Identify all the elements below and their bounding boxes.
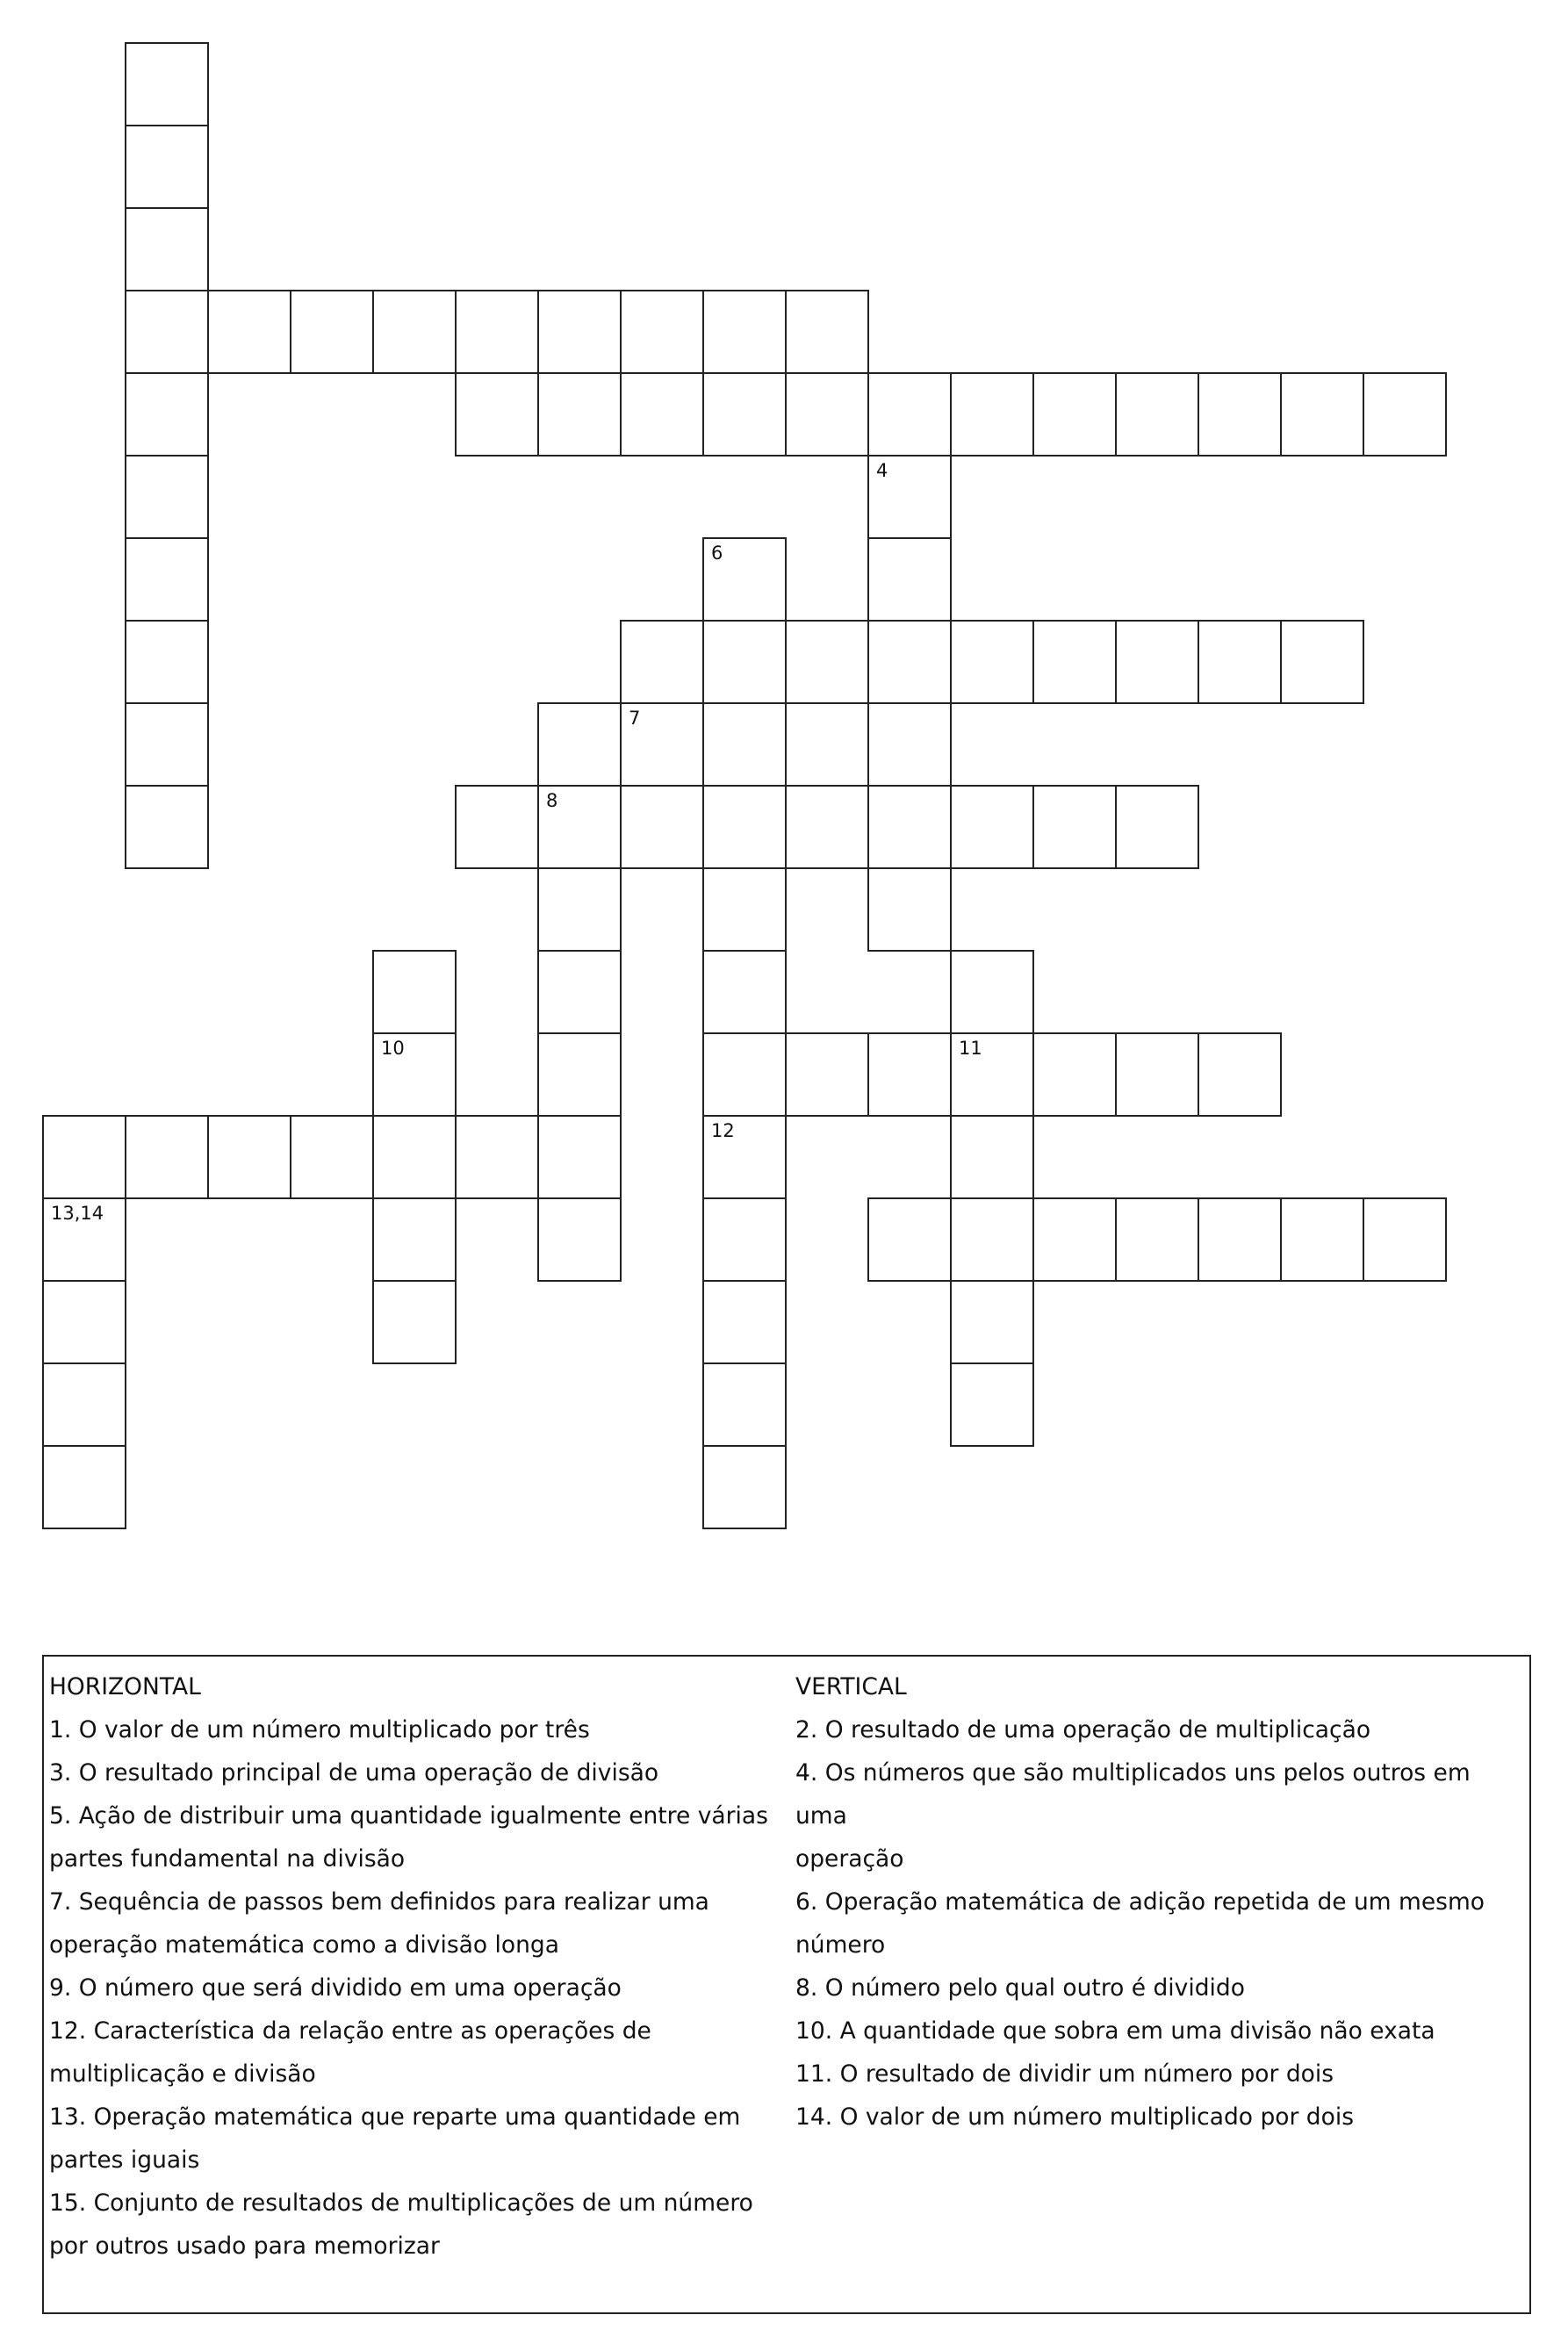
crossword-cell[interactable] xyxy=(1032,1197,1117,1282)
crossword-cell[interactable] xyxy=(702,1032,787,1117)
clue-number: 13,14 xyxy=(51,1203,104,1224)
crossword-cell[interactable] xyxy=(42,1115,126,1199)
crossword-cell[interactable] xyxy=(1363,372,1447,457)
crossword-cell[interactable] xyxy=(455,290,539,374)
clue-line: multiplicação e divisão xyxy=(49,2060,316,2088)
crossword-cell[interactable] xyxy=(125,455,209,539)
crossword-cell[interactable] xyxy=(1032,620,1117,704)
crossword-cell[interactable] xyxy=(1363,1197,1447,1282)
crossword-cell[interactable] xyxy=(950,1197,1034,1282)
crossword-cell[interactable] xyxy=(372,950,457,1034)
crossword-cell[interactable] xyxy=(537,950,622,1034)
crossword-cell[interactable] xyxy=(372,1115,457,1199)
crossword-cell[interactable] xyxy=(950,1362,1034,1447)
clue-line: 8. O número pelo qual outro é dividido xyxy=(795,1974,1245,2002)
crossword-cell[interactable] xyxy=(1115,1197,1199,1282)
crossword-cell[interactable] xyxy=(702,950,787,1034)
crossword-cell[interactable] xyxy=(125,290,209,374)
crossword-cell[interactable] xyxy=(702,290,787,374)
crossword-cell[interactable] xyxy=(455,785,539,869)
crossword-cell[interactable] xyxy=(620,702,704,787)
crossword-cell[interactable] xyxy=(950,620,1034,704)
clue-line: 10. A quantidade que sobra em uma divisão não exata xyxy=(795,2017,1435,2045)
clue-line: 2. O resultado de uma operação de multiplicação xyxy=(795,1716,1371,1743)
crossword-cell[interactable] xyxy=(950,1280,1034,1364)
clue-number: 12 xyxy=(711,1120,735,1141)
crossword-cell[interactable] xyxy=(1280,1197,1364,1282)
crossword-cell[interactable] xyxy=(867,1197,952,1282)
clue-line: 11. O resultado de dividir um número por dois xyxy=(795,2060,1334,2088)
crossword-cell[interactable] xyxy=(372,290,457,374)
crossword-cell[interactable] xyxy=(537,290,622,374)
crossword-cell[interactable] xyxy=(1198,1032,1282,1117)
clue-line: 14. O valor de um número multiplicado por dois xyxy=(795,2103,1354,2131)
horizontal-clues xyxy=(49,1665,788,2268)
crossword-cell[interactable] xyxy=(1280,620,1364,704)
crossword-cell[interactable] xyxy=(867,1032,952,1117)
crossword-cell[interactable] xyxy=(702,867,787,952)
crossword-cell[interactable] xyxy=(785,1032,869,1117)
crossword-cell[interactable] xyxy=(207,290,291,374)
crossword-cell[interactable] xyxy=(867,537,952,622)
crossword-cell[interactable] xyxy=(620,785,704,869)
crossword-cell[interactable] xyxy=(125,42,209,126)
clue-line: por outros usado para memorizar xyxy=(49,2232,440,2260)
crossword-cell[interactable] xyxy=(620,372,704,457)
crossword-cell[interactable] xyxy=(125,620,209,704)
clue-line: 7. Sequência de passos bem definidos para realizar uma xyxy=(49,1888,709,1916)
crossword-cell[interactable] xyxy=(867,372,952,457)
clue-line: 1. O valor de um número multiplicado por três xyxy=(49,1716,590,1743)
crossword-cell[interactable] xyxy=(125,702,209,787)
crossword-cell[interactable] xyxy=(125,1115,209,1199)
clue-number: 10 xyxy=(381,1038,405,1059)
crossword-cell[interactable] xyxy=(785,620,869,704)
crossword-cell[interactable] xyxy=(207,1115,291,1199)
crossword-cell[interactable] xyxy=(620,620,704,704)
crossword-cell[interactable] xyxy=(537,785,622,869)
crossword-cell[interactable] xyxy=(702,1115,787,1199)
clue-line: 9. O número que será dividido em uma operação xyxy=(49,1974,622,2002)
crossword-cell[interactable] xyxy=(1115,785,1199,869)
crossword-cell[interactable] xyxy=(702,1445,787,1529)
crossword-cell[interactable] xyxy=(372,1032,457,1117)
crossword-cell[interactable] xyxy=(42,1362,126,1447)
clue-line: 13. Operação matemática que reparte uma quantidade em xyxy=(49,2103,741,2131)
crossword-cell[interactable] xyxy=(867,702,952,787)
clue-number: 6 xyxy=(711,543,723,564)
crossword-cell[interactable] xyxy=(125,372,209,457)
crossword-cell[interactable] xyxy=(867,620,952,704)
crossword-cell[interactable] xyxy=(785,785,869,869)
crossword-cell[interactable] xyxy=(950,1115,1034,1199)
crossword-cell[interactable] xyxy=(42,1445,126,1529)
clue-line: 15. Conjunto de resultados de multiplicações de um número xyxy=(49,2189,753,2217)
crossword-cell[interactable] xyxy=(702,620,787,704)
clue-number: 7 xyxy=(629,708,641,729)
crossword-cell[interactable] xyxy=(455,1115,539,1199)
clue-line: número xyxy=(795,1931,886,1959)
crossword-cell[interactable] xyxy=(702,785,787,869)
crossword-cell[interactable] xyxy=(42,1280,126,1364)
crossword-cell[interactable] xyxy=(1115,372,1199,457)
crossword-cell[interactable] xyxy=(950,785,1034,869)
crossword-cell[interactable] xyxy=(867,785,952,869)
crossword-cell[interactable] xyxy=(125,785,209,869)
crossword-cell[interactable] xyxy=(785,290,869,374)
crossword-cell[interactable] xyxy=(702,1280,787,1364)
clue-line: partes fundamental na divisão xyxy=(49,1845,406,1873)
horizontal-title: HORIZONTAL xyxy=(49,1673,201,1700)
clue-number: 4 xyxy=(876,460,888,481)
crossword-cell[interactable] xyxy=(455,372,539,457)
crossword-cell[interactable] xyxy=(620,290,704,374)
crossword-cell[interactable] xyxy=(1198,372,1282,457)
clue-line: operação matemática como a divisão longa xyxy=(49,1931,559,1959)
crossword-cell[interactable] xyxy=(537,702,622,787)
crossword-cell[interactable] xyxy=(1032,1032,1117,1117)
crossword-cell[interactable] xyxy=(125,207,209,291)
crossword-cell[interactable] xyxy=(1115,1032,1199,1117)
crossword-cell[interactable] xyxy=(1032,785,1117,869)
clue-line: operação xyxy=(795,1845,904,1873)
crossword-cell[interactable] xyxy=(702,372,787,457)
crossword-cell[interactable] xyxy=(537,867,622,952)
crossword-cell[interactable] xyxy=(537,1197,622,1282)
clue-line: 5. Ação de distribuir uma quantidade igualmente entre várias xyxy=(49,1802,768,1830)
crossword-cell[interactable] xyxy=(125,537,209,622)
crossword-cell[interactable] xyxy=(950,372,1034,457)
crossword-cell[interactable] xyxy=(1032,372,1117,457)
crossword-cell[interactable] xyxy=(125,125,209,209)
crossword-cell[interactable] xyxy=(1198,620,1282,704)
crossword-cell[interactable] xyxy=(537,372,622,457)
crossword-cell[interactable] xyxy=(1115,620,1199,704)
clues-box xyxy=(42,1655,1531,2314)
crossword-cell[interactable] xyxy=(42,1197,126,1282)
crossword-cell[interactable] xyxy=(1198,1197,1282,1282)
crossword-cell[interactable] xyxy=(537,1115,622,1199)
crossword-cell[interactable] xyxy=(785,372,869,457)
vertical-title: VERTICAL xyxy=(795,1673,907,1700)
crossword-cell[interactable] xyxy=(702,537,787,622)
crossword-cell[interactable] xyxy=(867,867,952,952)
crossword-cell[interactable] xyxy=(950,1032,1034,1117)
crossword-cell[interactable] xyxy=(537,1032,622,1117)
clue-line: 4. Os números que são multiplicados uns pelos outros em uma xyxy=(795,1759,1471,1830)
crossword-cell[interactable] xyxy=(372,1280,457,1364)
clue-number: 11 xyxy=(959,1038,982,1059)
crossword-cell[interactable] xyxy=(290,1115,374,1199)
crossword-cell[interactable] xyxy=(702,1197,787,1282)
clue-line: 12. Característica da relação entre as operações de xyxy=(49,2017,651,2045)
clue-line: partes iguais xyxy=(49,2146,200,2174)
crossword-cell[interactable] xyxy=(867,455,952,539)
clue-line: 6. Operação matemática de adição repetida de um mesmo xyxy=(795,1888,1485,1916)
crossword-cell[interactable] xyxy=(702,702,787,787)
vertical-clues xyxy=(795,1665,1526,2139)
crossword-cell[interactable] xyxy=(372,1197,457,1282)
crossword-cell[interactable] xyxy=(290,290,374,374)
clue-number: 8 xyxy=(546,790,558,811)
crossword-cell[interactable] xyxy=(950,950,1034,1034)
crossword-cell[interactable] xyxy=(702,1362,787,1447)
crossword-cell[interactable] xyxy=(1280,372,1364,457)
clue-line: 3. O resultado principal de uma operação de divisão xyxy=(49,1759,659,1787)
